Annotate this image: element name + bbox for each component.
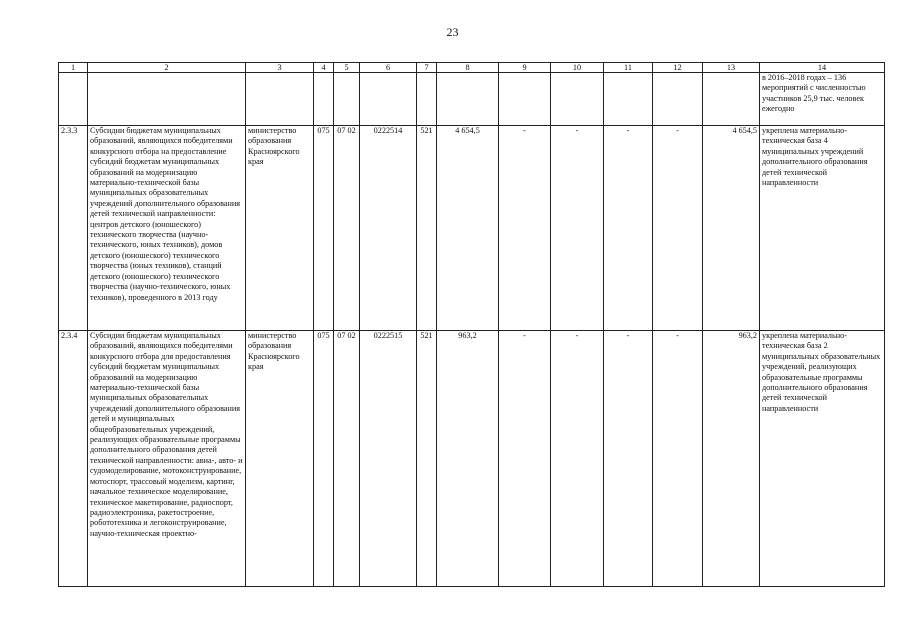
header-cell: 8: [437, 63, 499, 73]
row-code-rz: 07 02: [334, 331, 360, 587]
row-total: 963,2: [703, 331, 760, 587]
row-value: -: [551, 126, 604, 331]
row-number: 2.3.3: [59, 126, 88, 331]
table-row: [59, 331, 885, 587]
row-value: -: [604, 126, 653, 331]
row-number: 2.3.4: [59, 331, 88, 587]
header-cell: 10: [551, 63, 604, 73]
row-value: -: [551, 331, 604, 587]
row-result: укреплена материально-техническая база 2 муниципальных образовательных учреждений, реализующих образовательные программы дополнительного образования детей технической направленности: [760, 331, 885, 587]
row-value: -: [653, 126, 703, 331]
row-code-gr: 075: [314, 126, 334, 331]
row-code-rz: 07 02: [334, 126, 360, 331]
header-cell: 13: [703, 63, 760, 73]
table-row: [59, 126, 885, 331]
header-cell: 4: [314, 63, 334, 73]
row-value: -: [604, 331, 653, 587]
row-code-vr: 521: [417, 126, 437, 331]
header-cell: 3: [246, 63, 314, 73]
row-code-vr: 521: [417, 331, 437, 587]
row-executor: министерство образования Красноярского края: [246, 126, 314, 331]
row-code-gr: 075: [314, 331, 334, 587]
header-cell: 1: [59, 63, 88, 73]
header-cell: 12: [653, 63, 703, 73]
row-executor: министерство образования Красноярского края: [246, 331, 314, 587]
row-description: Субсидии бюджетам муниципальных образований, являющихся победителями конкурсного отбора на предоставление субсидий бюджетам муниципальных образований на модернизацию материально-технической базы муниципальных образовательных учреждений дополнительного образования детей технической направленности: центров детского (юношеского) технического творчества (научно-технического, юных техников), домов детского (юношеского) технического творчества (юных техников), станций детского (юношеского) технического творчества (научно-технического, юных техников), проведенного в 2013 году: [88, 126, 246, 331]
row-description: Субсидии бюджетам муниципальных образований, являющихся победителями конкурсного отбора для предоставления субсидий бюджетам муниципальных образований на модернизацию материально-технической базы муниципальных образовательных учреждений дополнительного образования детей и муниципальных общеобразовательных учреждений, реализующих образовательные программы дополнительного образования детей технической направленности: авиа-, авто- и судомоделирование, мотоконструирование, мотоспорт, трассовый моделизм, картинг, начальное техническое моделирование, техническое макетирование, радиоспорт, радиоэлектроника, ракетостроение, робототехника и легоконструирование, научно-техническая проектно-: [88, 331, 246, 587]
row-code-csr: 0222515: [360, 331, 417, 587]
row-amount: 4 654,5: [437, 126, 499, 331]
header-cell: 6: [360, 63, 417, 73]
continuation-row: [59, 73, 885, 126]
header-row: [59, 63, 885, 73]
header-cell: 5: [334, 63, 360, 73]
row-value: -: [499, 331, 551, 587]
continuation-result: в 2016–2018 годах – 136 мероприятий с численностью участников 25,9 тыс. человек ежегодно: [760, 73, 885, 126]
row-amount: 963,2: [437, 331, 499, 587]
header-cell: 2: [88, 63, 246, 73]
row-value: -: [499, 126, 551, 331]
row-code-csr: 0222514: [360, 126, 417, 331]
header-cell: 11: [604, 63, 653, 73]
header-cell: 9: [499, 63, 551, 73]
page-number: 23: [446, 25, 459, 39]
row-value: -: [653, 331, 703, 587]
header-cell: 14: [760, 63, 885, 73]
row-total: 4 654,5: [703, 126, 760, 331]
row-result: укреплена материально-техническая база 4 муниципальных учреждений дополнительного образования детей технической направленности: [760, 126, 885, 331]
header-cell: 7: [417, 63, 437, 73]
budget-table: [58, 62, 885, 587]
